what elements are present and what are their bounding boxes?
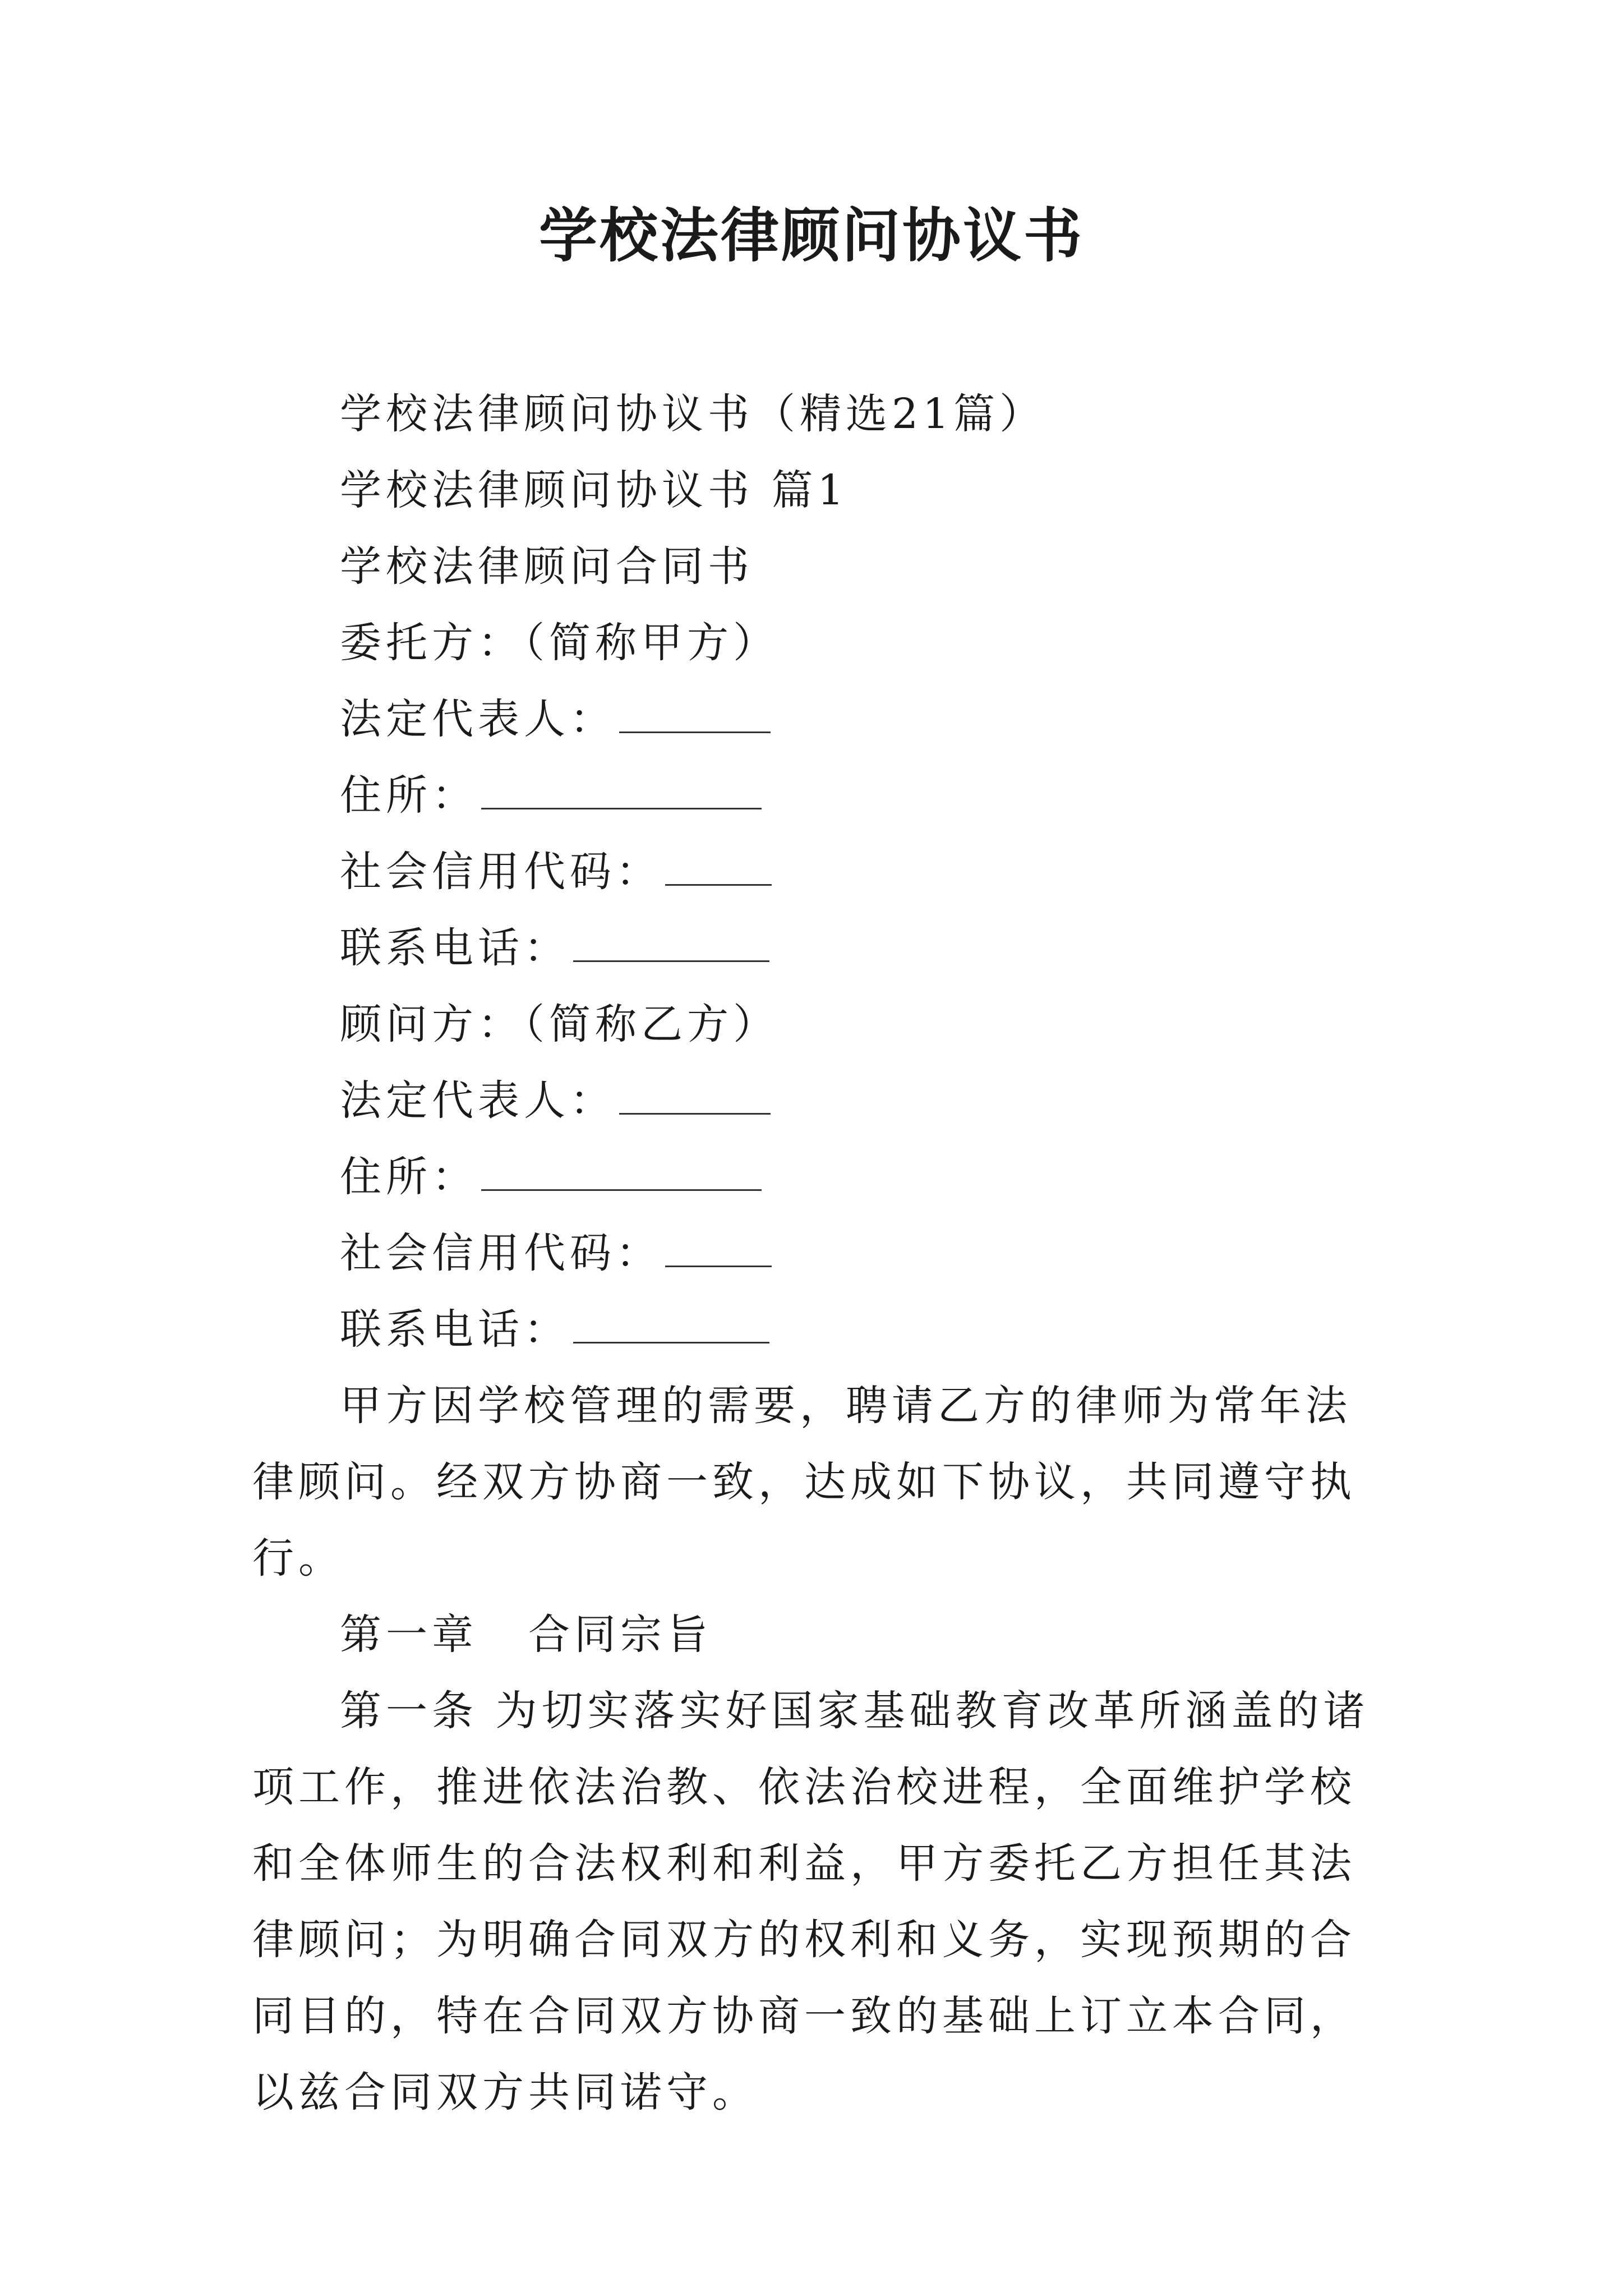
field-label: 社会信用代码： xyxy=(340,1229,662,1277)
chapter-heading xyxy=(252,1596,1385,1673)
blank-field xyxy=(573,1297,769,1343)
chapter-number: 第一章 xyxy=(340,1611,478,1659)
blank-field xyxy=(481,1144,762,1191)
document-body xyxy=(252,376,1385,2131)
party-b-phone xyxy=(252,1291,1385,1368)
section-line: 学校法律顾问协议书 篇1 xyxy=(340,466,849,514)
blank-field xyxy=(619,687,771,733)
blank-field xyxy=(481,763,762,809)
contract-name-line: 学校法律顾问合同书 xyxy=(340,542,754,591)
field-label: 住所： xyxy=(340,771,478,820)
client-party-line: 委托方：（简称甲方） xyxy=(340,619,779,667)
intro-paragraph: 甲方因学校管理的需要，聘请乙方的律师为常年法律顾问。经双方协商一致，达成如下协议，共同遵守执行。 xyxy=(252,1382,1356,1582)
party-b-credit-code xyxy=(252,1215,1385,1291)
party-a-credit-code xyxy=(252,834,1385,910)
blank-field xyxy=(665,1221,772,1267)
party-a-legal-rep xyxy=(252,681,1385,757)
subtitle-line: 学校法律顾问协议书（精选21篇） xyxy=(340,390,1046,438)
chapter-title: 合同宗旨 xyxy=(528,1611,712,1659)
blank-field xyxy=(665,839,772,886)
field-label: 社会信用代码： xyxy=(340,848,662,896)
party-b-legal-rep xyxy=(252,1062,1385,1139)
field-label: 住所： xyxy=(340,1153,478,1201)
article-1-paragraph: 第一条 为切实落实好国家基础教育改革所涵盖的诸项工作，推进依法治教、依法治校进程，全面维护学校和全体师生的合法权利和利益，甲方委托乙方担任其法律顾问；为明确合同双方的权利和义务，实现预期的合同目的，特在合同双方协商一致的基础上订立本合同，以兹合同双方共同诺守。 xyxy=(252,1687,1370,2116)
blank-field xyxy=(573,915,769,962)
field-label: 联系电话： xyxy=(340,1305,570,1354)
party-a-address xyxy=(252,757,1385,834)
blank-field xyxy=(619,1068,771,1115)
document-title: 学校法律顾问协议书 xyxy=(538,201,1084,270)
consultant-party-line: 顾问方：（简称乙方） xyxy=(340,1000,779,1048)
field-label: 法定代表人： xyxy=(340,695,616,743)
field-label: 法定代表人： xyxy=(340,1076,616,1125)
party-a-phone xyxy=(252,910,1385,986)
field-label: 联系电话： xyxy=(340,924,570,972)
party-b-address xyxy=(252,1139,1385,1215)
